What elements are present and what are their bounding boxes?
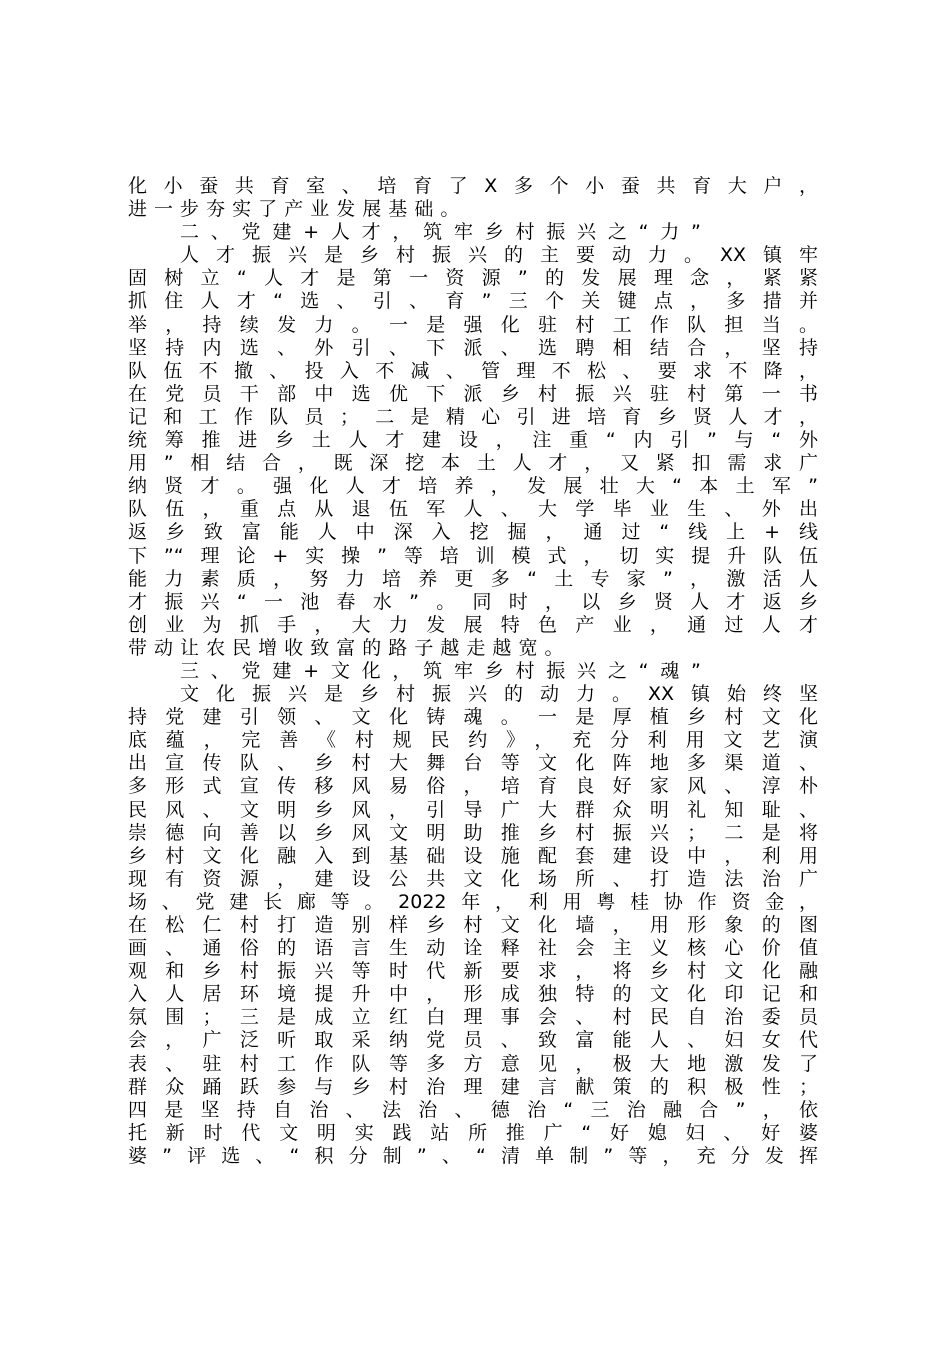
text-line: 多形式宣传移风易俗，培育良好家风、淳朴 [128,775,818,798]
text-line: 抓住人才“选、引、育”三个关键点，多措并 [128,290,818,313]
text-line: 观和乡村振兴等时代新要求，将乡村文化融 [128,960,818,983]
text-line: 入人居环境提升中，形成独特的文化印记和 [128,983,818,1006]
text-line: 底蕴，完善《村规民约》，充分利用文艺演 [128,729,818,752]
document-body [128,175,818,1168]
text-line: 记和工作队员；二是精心引进培育乡贤人才， [128,405,818,428]
text-line: 在党员干部中选优下派乡村振兴驻村第一书 [128,382,818,405]
text-line: 出宣传队、乡村大舞台等文化阵地多渠道、 [128,752,818,775]
text-line: 固树立“人才是第一资源”的发展理念，紧紧 [128,267,818,290]
text-line: 场、党建长廊等。2022年，利用粤桂协作资金， [128,890,818,913]
text-line: 画、通俗的语言生动诠释社会主义核心价值 [128,937,818,960]
text-line: 氛围；三是成立红白理事会、村民自治委员 [128,1006,818,1029]
text-line: 崇德向善以乡风文明助推乡村振兴；二是将 [128,821,818,844]
text-line: 文化振兴是乡村振兴的动力。XX镇始终坚 [180,683,818,706]
text-line: 进一步夯实了产业发展基础。 [128,198,467,221]
text-line: 化小蚕共育室、培育了X多个小蚕共育大户， [128,175,818,197]
text-line: 人才振兴是乡村振兴的主要动力。XX镇牢 [180,244,818,267]
text-line: 举，持续发力。一是强化驻村工作队担当。 [128,313,818,336]
text-line: 才振兴“一池春水”。同时，以乡贤人才返乡 [128,590,818,613]
text-line: 带动让农民增收致富的路子越走越宽。 [128,636,571,659]
text-line: 现有资源，建设公共文化场所、打造法治广 [128,867,818,890]
text-line: 返乡致富能人中深入挖掘，通过“线上+线 [128,521,818,544]
text-line: 创业为抓手，大力发展特色产业，通过人才 [128,613,818,636]
text-line: 会，广泛听取采纳党员、致富能人、妇女代 [128,1029,818,1052]
text-line: 持党建引领、文化铸魂。一是厚植乡村文化 [128,706,818,729]
text-line: 队伍不撤、投入不减、管理不松、要求不降， [128,359,818,382]
text-line: 婆”评选、“积分制”、“清单制”等，充分发挥 [128,1144,818,1167]
text-line: 表、驻村工作队等多方意见，极大地激发了 [128,1052,818,1075]
text-line: 在松仁村打造别样乡村文化墙，用形象的图 [128,914,818,936]
text-line: 四是坚持自治、法治、德治“三治融合”，依 [128,1098,818,1121]
text-line: 坚持内选、外引、下派、选聘相结合，坚持 [128,336,818,359]
text-line: 纳贤才。强化人才培养，发展壮大“本土军” [128,475,818,498]
text-line: 队伍，重点从退伍军人、大学毕业生、外出 [128,498,818,521]
text-line: 能力素质，努力培养更多“土专家”，激活人 [128,567,818,590]
section-heading: 二、党建+人才，筑牢乡村振兴之“力” [180,221,713,244]
text-line: 托新时代文明实践站所推广“好媳妇、好婆 [128,1121,818,1144]
text-line: 统筹推进乡土人才建设，注重“内引”与“外 [128,429,818,452]
text-line: 民风、文明乡风，引导广大群众明礼知耻、 [128,798,818,821]
section-heading: 三、党建+文化，筑牢乡村振兴之“魂” [180,659,713,682]
text-line: 下”“理论+实操”等培训模式，切实提升队伍 [128,544,818,567]
text-line: 乡村文化融入到基础设施配套建设中，利用 [128,844,818,867]
text-line: 用”相结合，既深挖本土人才，又紧扣需求广 [128,452,818,475]
text-line: 群众踊跃参与乡村治理建言献策的积极性； [128,1075,818,1098]
